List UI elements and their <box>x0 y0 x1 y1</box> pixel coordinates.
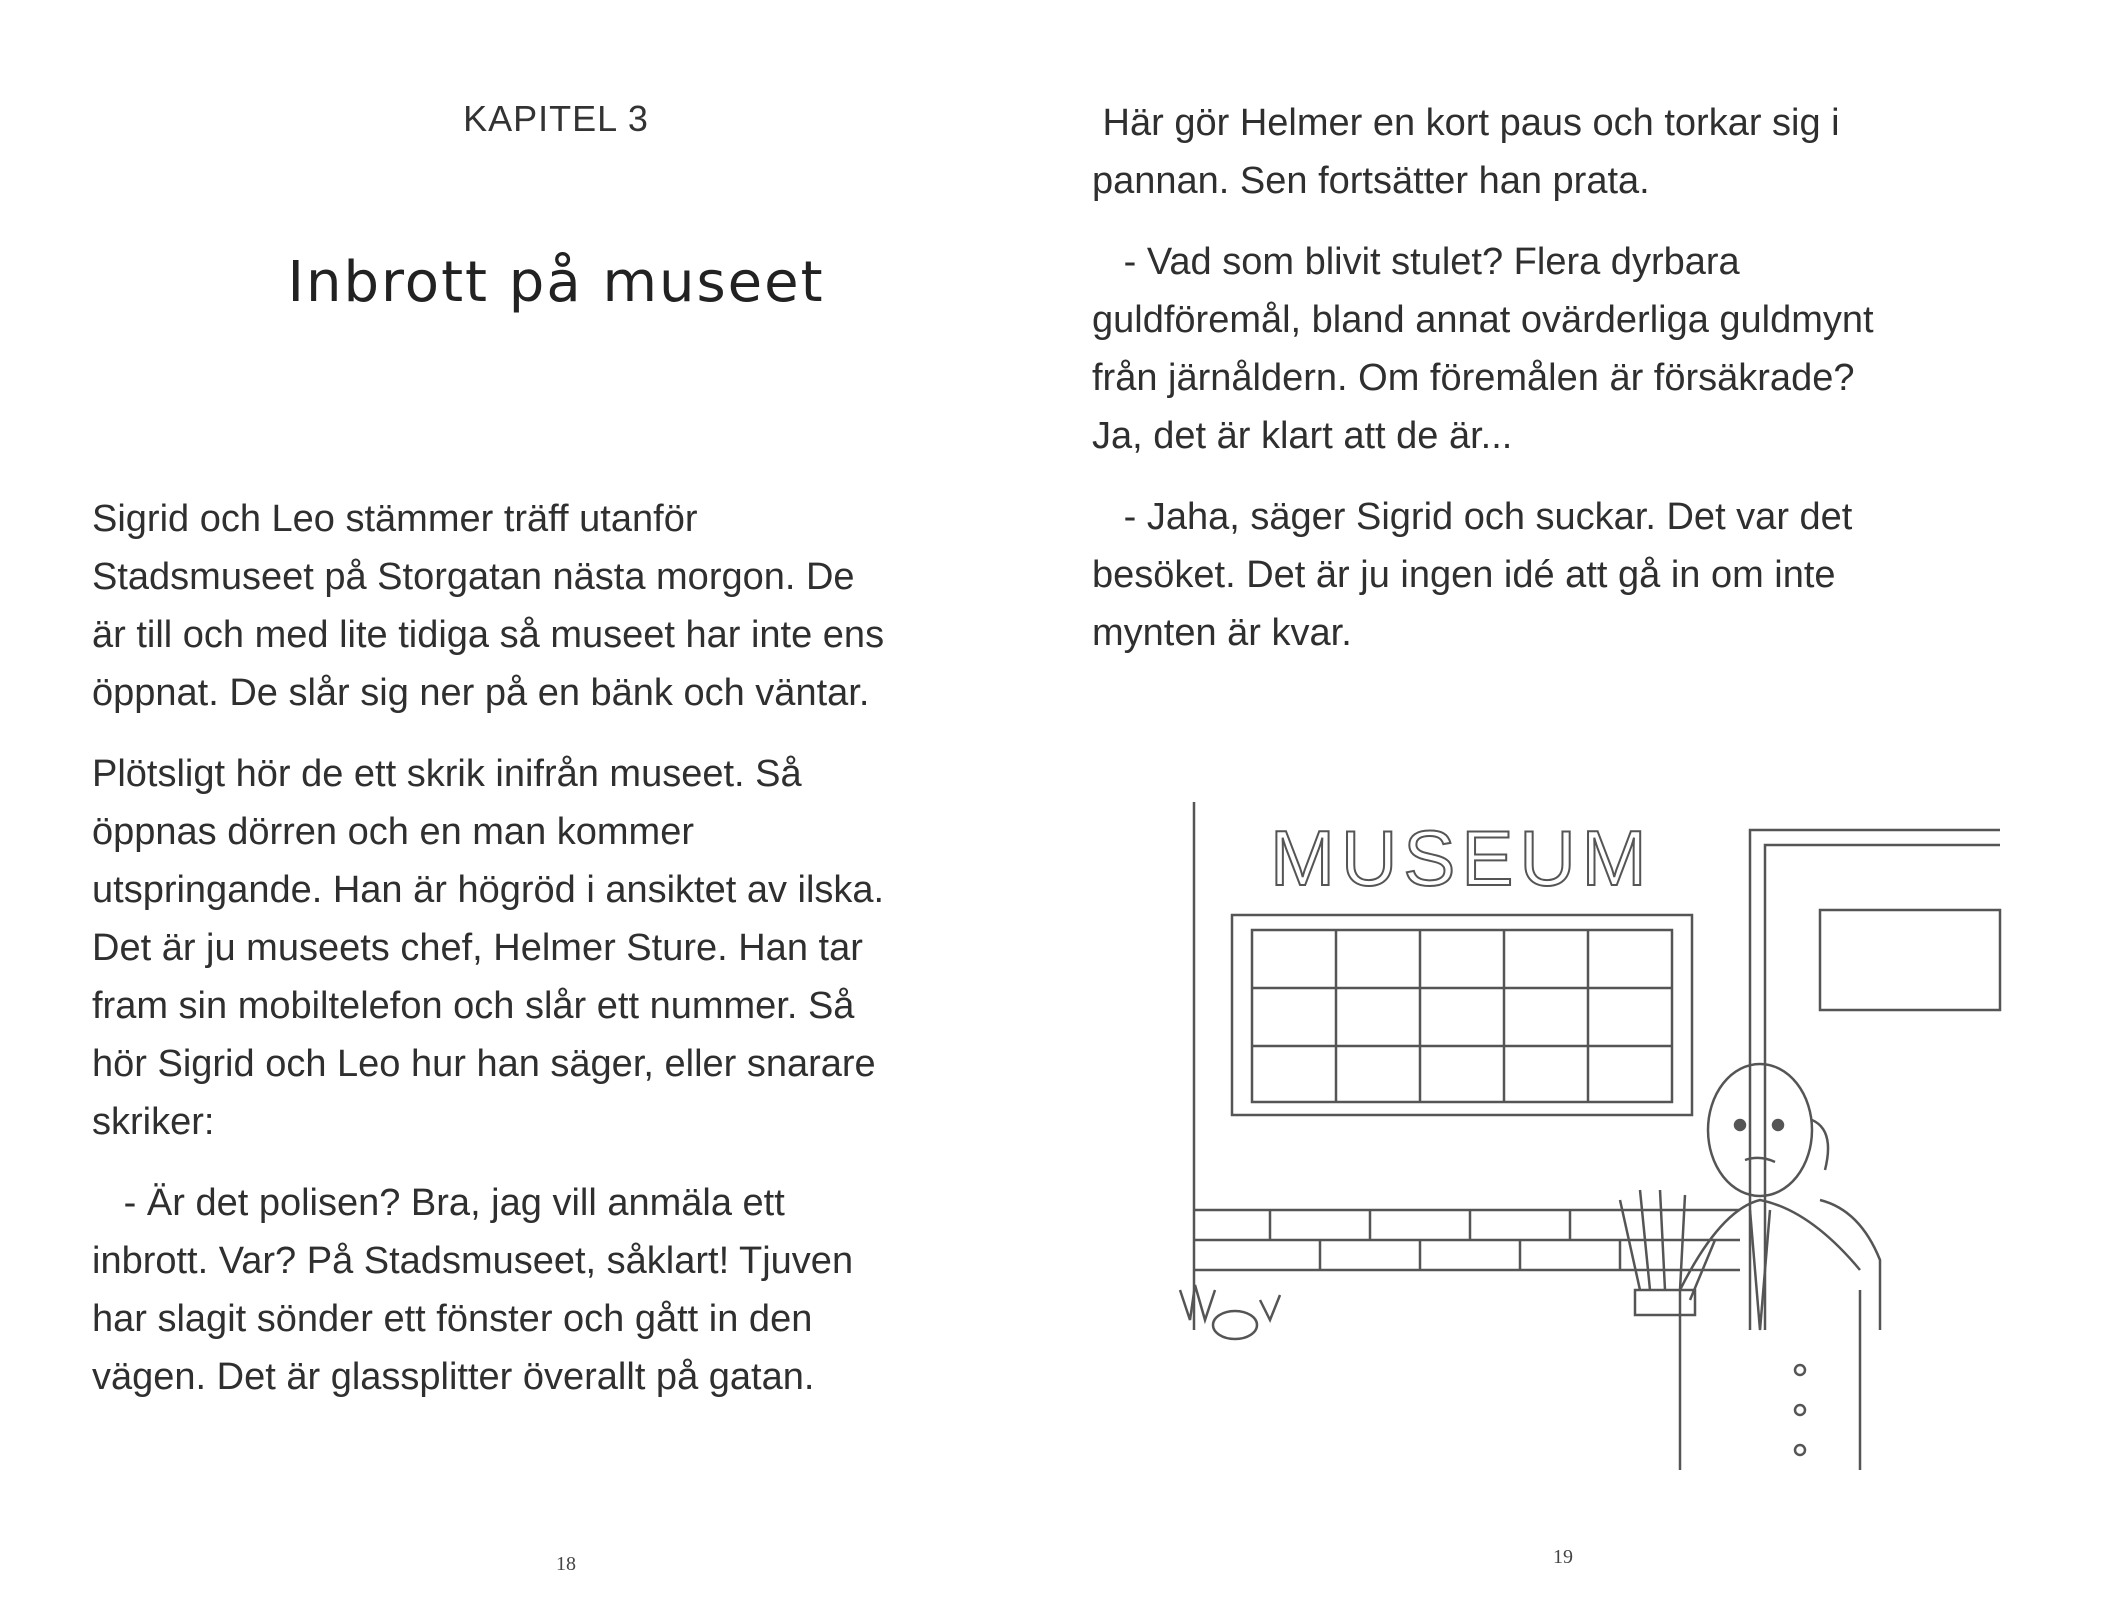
paragraph <box>92 1174 884 1406</box>
brick-wall <box>1194 1210 1740 1270</box>
museum-illustration <box>1120 730 2020 1490</box>
text-line: fram sin mobiltelefon och slår ett nummer. Så <box>92 985 855 1027</box>
page-number-right: 19 <box>1553 1546 1573 1568</box>
text-line: skriker: <box>92 1101 215 1143</box>
text-line: - Vad som blivit stulet? Flera dyrbara <box>1092 241 1740 283</box>
text-line: inbrott. Var? På Stadsmuseet, såklart! Tjuven <box>92 1240 854 1282</box>
door-frame <box>1750 830 2000 1330</box>
page-number-left: 18 <box>556 1553 576 1575</box>
text-line: öppnas dörren och en man kommer <box>92 811 694 853</box>
chapter-title: Inbrott på museet <box>287 250 825 315</box>
text-line: vägen. Det är glassplitter överallt på gatan. <box>92 1356 815 1398</box>
text-line: är till och med lite tidiga så museet har inte ens <box>92 614 885 656</box>
text-line: besöket. Det är ju ingen idé att gå in om inte <box>1092 554 1836 596</box>
text-line: Stadsmuseet på Storgatan nästa morgon. De <box>92 556 855 598</box>
left-body-text <box>92 490 884 1429</box>
window <box>1232 915 1692 1115</box>
paragraph <box>92 490 884 722</box>
right-body-text <box>1092 94 1874 685</box>
museum-sign: MUSEUM <box>1270 814 1653 902</box>
text-line: från järnåldern. Om föremålen är försäkrade? <box>1092 357 1855 399</box>
text-line: - Är det polisen? Bra, jag vill anmäla ett <box>92 1182 785 1224</box>
text-line: mynten är kvar. <box>1092 612 1352 654</box>
text-line: Här gör Helmer en kort paus och torkar sig i <box>1092 102 1840 144</box>
text-line: utspringande. Han är högröd i ansiktet av ilska. <box>92 869 885 911</box>
text-line: öppnat. De slår sig ner på en bänk och väntar. <box>92 672 870 714</box>
text-line: hör Sigrid och Leo hur han säger, eller snarare <box>92 1043 876 1085</box>
paragraph <box>1092 94 1874 210</box>
paragraph <box>92 745 884 1151</box>
text-line: Sigrid och Leo stämmer träff utanför <box>92 498 698 540</box>
text-line: guldföremål, bland annat ovärderliga guldmynt <box>1092 299 1874 341</box>
text-line: har slagit sönder ett fönster och gått in den <box>92 1298 813 1340</box>
text-line: Plötsligt hör de ett skrik inifrån museet. Så <box>92 753 802 795</box>
chapter-label: KAPITEL 3 <box>463 98 649 139</box>
text-line: Det är ju museets chef, Helmer Sture. Han tar <box>92 927 863 969</box>
text-line: Ja, det är klart att de är... <box>1092 415 1513 457</box>
paragraph <box>1092 233 1874 465</box>
paragraph <box>1092 488 1874 662</box>
text-line: - Jaha, säger Sigrid och suckar. Det var det <box>1092 496 1853 538</box>
text-line: pannan. Sen fortsätter han prata. <box>1092 160 1650 202</box>
